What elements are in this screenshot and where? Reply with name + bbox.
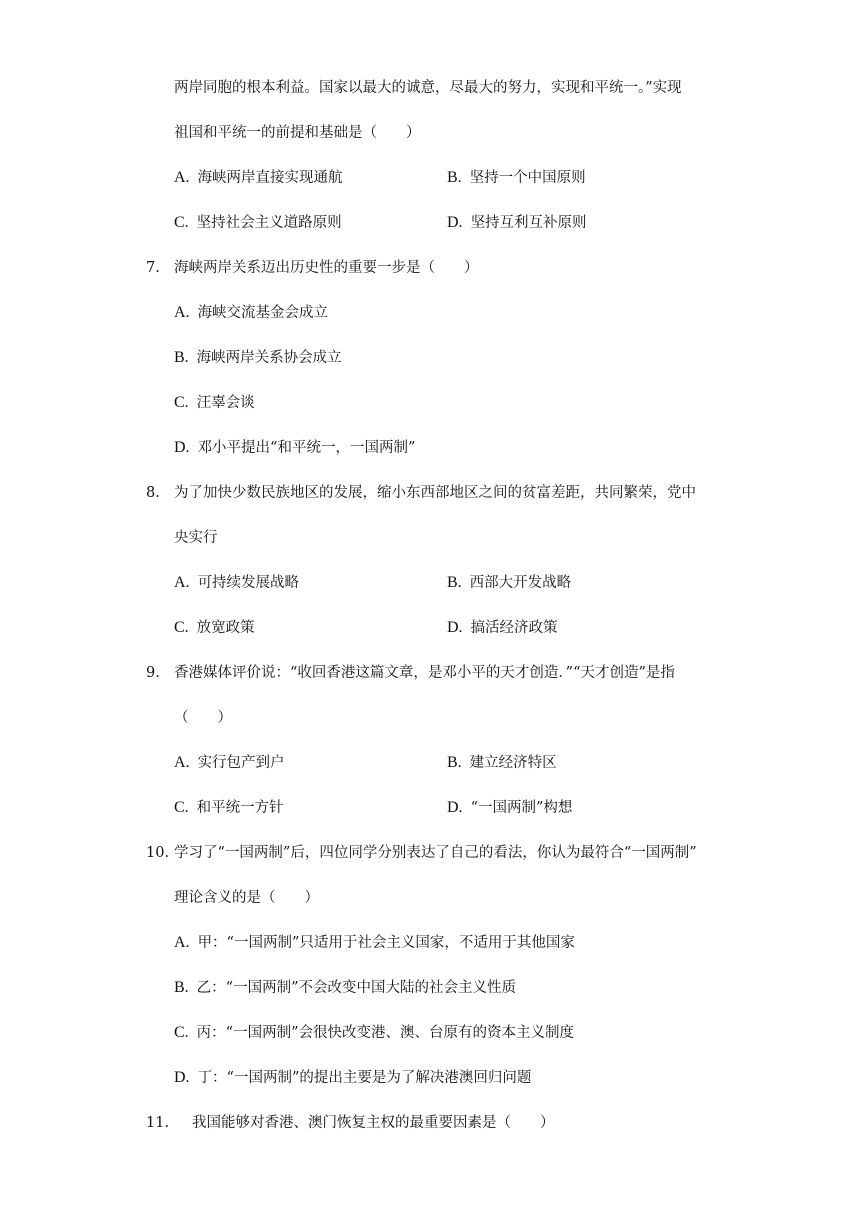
q10-stem-line2: 理论含义的是（ ） (174, 890, 319, 906)
q6-option-a: A. 海峡两岸直接实现通航 (174, 169, 343, 186)
q10-number: 10. (146, 845, 170, 861)
q8-stem-line2: 央实行 (174, 530, 218, 546)
q11-stem: 我国能够对香港、澳门恢复主权的最重要因素是（ ） (192, 1115, 555, 1131)
q9-number: 9. (146, 665, 160, 681)
q9-stem-line2: （ ） (174, 710, 232, 726)
q7-option-c: C. 汪辜会谈 (174, 394, 255, 411)
q6-option-b: B. 坚持一个中国原则 (447, 169, 586, 186)
q8-option-a: A. 可持续发展战略 (174, 574, 300, 591)
q10-option-a: A. 甲：“一国两制”只适用于社会主义国家，不适用于其他国家 (174, 934, 575, 951)
q9-option-b: B. 建立经济特区 (447, 754, 557, 771)
q9-option-d: D. “一国两制”构想 (447, 799, 573, 816)
q10-stem-line1: 学习了“一国两制”后，四位同学分别表达了自己的看法，你认为最符合“一国两制” (174, 845, 697, 861)
q7-number: 7. (146, 260, 160, 276)
q6-stem-line2: 祖国和平统一的前提和基础是（ ） (174, 125, 421, 141)
q7-option-d: D. 邓小平提出“和平统一，一国两制” (174, 439, 416, 456)
q9-stem-line1: 香港媒体评价说：“收回香港这篇文章，是邓小平的天才创造．”“天才创造”是指 (174, 665, 675, 681)
q7-option-b: B. 海峡两岸关系协会成立 (174, 349, 342, 366)
q10-option-b: B. 乙：“一国两制”不会改变中国大陆的社会主义性质 (174, 979, 516, 996)
q9-option-c: C. 和平统一方针 (174, 799, 284, 816)
q10-option-c: C. 丙：“一国两制”会很快改变港、澳、台原有的资本主义制度 (174, 1024, 574, 1041)
q7-stem: 海峡两岸关系迈出历史性的重要一步是（ ） (174, 260, 479, 276)
q11-number: 11. (146, 1115, 170, 1131)
q8-option-d: D. 搞活经济政策 (447, 619, 558, 636)
q8-number: 8. (146, 485, 160, 501)
q8-option-c: C. 放宽政策 (174, 619, 255, 636)
q10-option-d: D. 丁：“一国两制”的提出主要是为了解决港澳回归问题 (174, 1069, 532, 1086)
q6-option-c: C. 坚持社会主义道路原则 (174, 214, 342, 231)
q6-stem-line1: 两岸同胞的根本利益。国家以最大的诚意，尽最大的努力，实现和平统一。”实现 (174, 80, 682, 96)
q9-option-a: A. 实行包产到户 (174, 754, 285, 771)
q8-stem-line1: 为了加快少数民族地区的发展，缩小东西部地区之间的贫富差距，共同繁荣，党中 (174, 485, 696, 501)
q7-option-a: A. 海峡交流基金会成立 (174, 304, 329, 321)
q6-option-d: D. 坚持互利互补原则 (447, 214, 587, 231)
q8-option-b: B. 西部大开发战略 (447, 574, 572, 591)
